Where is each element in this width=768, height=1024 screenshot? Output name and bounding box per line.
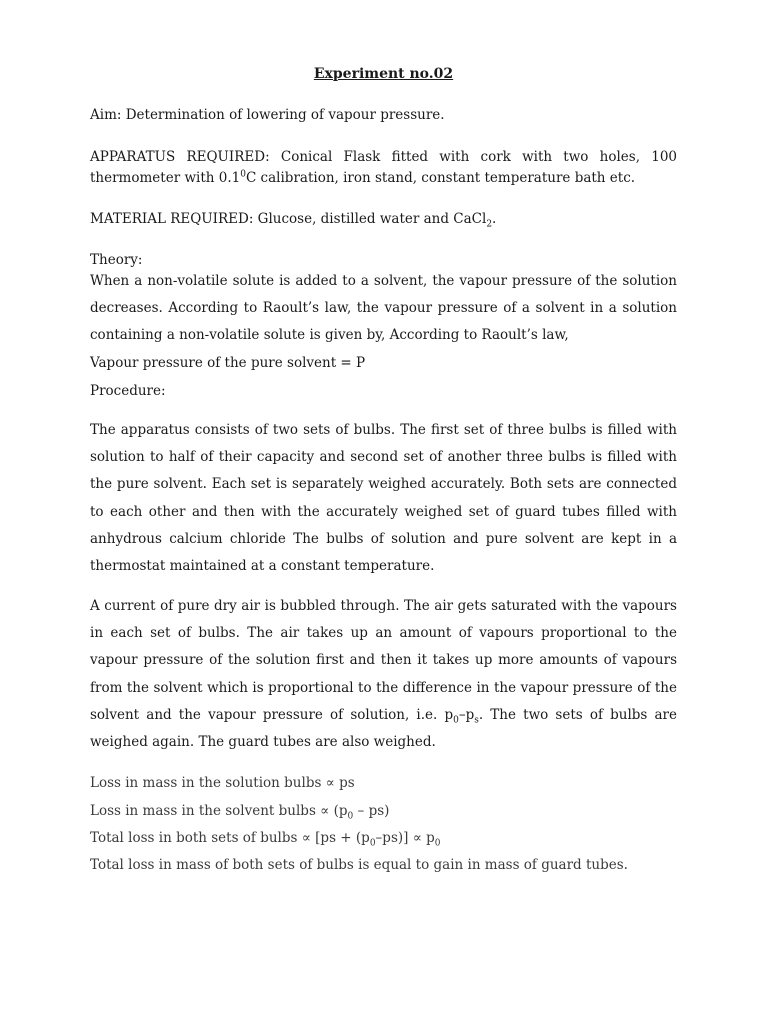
loss-total-text: Total loss in both sets of bulbs ∝ [ps + (p <box>90 830 370 846</box>
vapour-pressure-line: Vapour pressure of the pure solvent = P <box>90 355 366 371</box>
procedure-text-mid: –p <box>458 706 475 723</box>
apparatus-text-end: C calibration, iron stand, constant temperature bath etc. <box>245 170 636 186</box>
loss-total-line <box>90 828 677 848</box>
apparatus-paragraph <box>90 147 677 189</box>
material-subscript: 2 <box>486 219 493 230</box>
loss-total-text-mid: –ps)] ∝ p <box>375 830 435 846</box>
procedure-paragraph-1: The apparatus consists of two sets of bulbs. The first set of three bulbs is filled with solution to half of their capacity and second set of another three bulbs is filled with the pure solvent. Each set is separately weighed accurately. Both sets are connected to each other and then with the accurately weighed set of guard tubes filled with anhydrous calcium chloride The bulbs of solution and pure solvent are kept in a thermostat maintained at a constant temperature. <box>90 422 677 575</box>
loss-solvent-text: Loss in mass in the solvent bulbs ∝ (p <box>90 803 348 819</box>
loss-total-subscript-2: 0 <box>434 838 441 849</box>
procedure-paragraph-2 <box>90 593 677 756</box>
material-text: MATERIAL REQUIRED: Glucose, distilled water and CaCl <box>90 211 487 227</box>
procedure-heading: Procedure: <box>90 383 166 399</box>
material-paragraph <box>90 209 677 230</box>
procedure-text: A current of pure dry air is bubbled through. The air gets saturated with the vapours in each set of bulbs. The air takes up an amount of vapours proportional to the vapour pressure of the solution first and then it takes up more amounts of vapours from the solvent which is proportional to the difference in the vapour pressure of the solvent and the vapour pressure of solution, i.e. p <box>90 598 677 723</box>
loss-total-subscript-1: 0 <box>369 838 376 849</box>
loss-solvent-text-end: – ps) <box>353 803 390 819</box>
loss-solution-line: Loss in mass in the solution bulbs ∝ ps <box>90 775 355 791</box>
material-text-end: . <box>492 211 497 227</box>
apparatus-text: APPARATUS REQUIRED: Conical Flask fitted with cork with two holes, 100 thermometer with 0.1 <box>90 149 677 186</box>
theory-paragraph: When a non-volatile solute is added to a solvent, the vapour pressure of the solution decreases. According to Raoult’s law, the vapour pressure of a solvent in a solution containing a non-volatile solute is given by, According to Raoult’s law, <box>90 273 677 344</box>
loss-equal-line: Total loss in mass of both sets of bulbs is equal to gain in mass of guard tubes. <box>90 857 628 873</box>
theory-heading: Theory: <box>90 252 143 268</box>
aim-line: Aim: Determination of lowering of vapour pressure. <box>90 107 445 123</box>
loss-solvent-line <box>90 801 677 821</box>
p0-subscript: 0 <box>453 715 459 726</box>
procedure-text-end: . The two sets of bulbs are weighed again. The guard tubes are also weighed. <box>90 706 677 751</box>
loss-solvent-subscript: 0 <box>347 811 354 822</box>
degree-superscript: 0 <box>240 169 246 180</box>
page-title: Experiment no.02 <box>313 66 454 82</box>
ps-subscript: s <box>474 715 479 726</box>
